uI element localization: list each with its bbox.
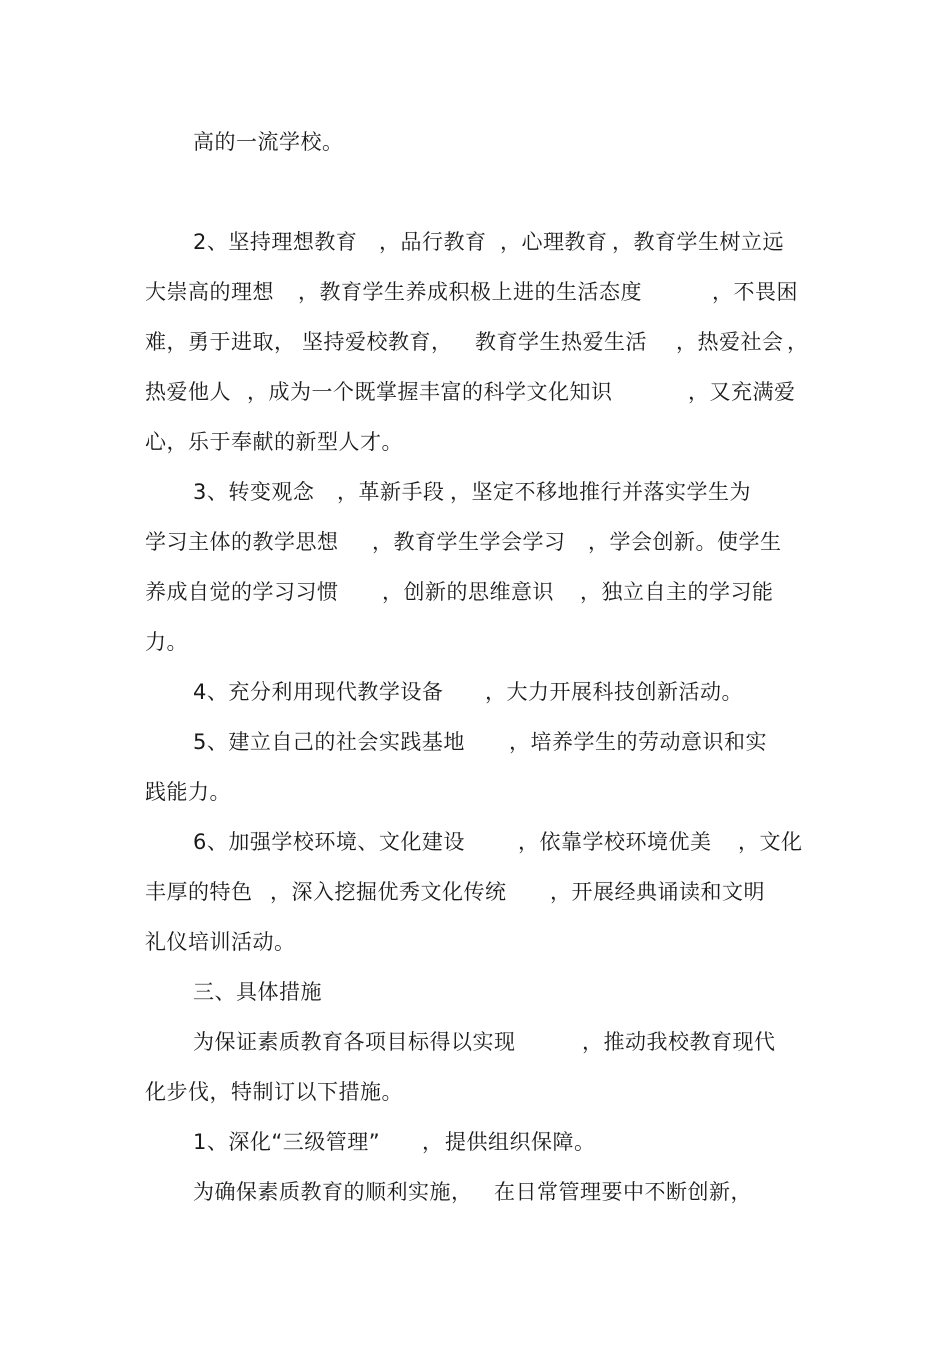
text-run: ，教育学生学会学习: [372, 530, 566, 554]
text-line: [0, 226, 950, 258]
text-run: 丰厚的特色: [145, 880, 253, 904]
text-line: [0, 826, 950, 858]
text-line: [0, 476, 950, 508]
text-run: 2、坚持理想教育: [193, 230, 358, 254]
text-line: [0, 626, 950, 658]
text-run: ，培养学生的劳动意识和实: [509, 730, 767, 754]
text-run: ，创新的思维意识: [382, 580, 554, 604]
text-line: [0, 376, 950, 408]
text-run: ，教育学生树立远: [612, 230, 784, 254]
text-run: 1、深化“三级管理”: [193, 1130, 381, 1154]
text-line: [0, 926, 950, 958]
text-line: [0, 876, 950, 908]
text-run: 在日常管理要中不断创新，: [494, 1180, 752, 1204]
section-heading: [0, 976, 950, 1008]
text-run: ，: [422, 1130, 444, 1154]
text-line: [0, 1026, 950, 1058]
text-line: [0, 526, 950, 558]
text-run: 化步伐，特制订以下措施。: [145, 1080, 403, 1104]
text-run: 践能力。: [145, 780, 231, 804]
text-run: 养成自觉的学习习惯: [145, 580, 339, 604]
text-line: [0, 326, 950, 358]
text-line: [0, 776, 950, 808]
text-run: 热爱他人: [145, 380, 231, 404]
text-run: ，文化: [738, 830, 803, 854]
text-line: [0, 1176, 950, 1208]
text-line: [0, 726, 950, 758]
text-run: ，品行教育: [379, 230, 487, 254]
text-run: 心，乐于奉献的新型人才。: [145, 430, 403, 454]
text-run: ，又充满爱: [688, 380, 796, 404]
text-run: 为确保素质教育的顺利实施，: [193, 1180, 473, 1204]
text-run: 礼仪培训活动。: [145, 930, 296, 954]
text-run: ，独立自主的学习能: [580, 580, 774, 604]
text-run: ，推动我校教育现代: [582, 1030, 776, 1054]
text-run: ，不畏困: [712, 280, 798, 304]
text-run: 3、转变观念: [193, 480, 315, 504]
text-run: ，教育学生养成积极上进的生活态度: [298, 280, 642, 304]
text-line: [0, 276, 950, 308]
text-run: ，大力开展科技创新活动。: [485, 680, 743, 704]
text-run: 4、充分利用现代教学设备: [193, 680, 444, 704]
text-run: 教育学生热爱生活: [475, 330, 647, 354]
text-run: 难，勇于进取，: [145, 330, 296, 354]
text-line: [0, 676, 950, 708]
text-line: [0, 1126, 950, 1158]
text-run: ，革新手段: [337, 480, 445, 504]
text-run: 坚持爱校教育，: [302, 330, 453, 354]
text-run: 三、具体措施: [193, 980, 322, 1004]
text-run: 学习主体的教学思想: [145, 530, 339, 554]
text-line: [0, 1076, 950, 1108]
text-run: ，深入挖掘优秀文化传统: [270, 880, 507, 904]
text-run: ，热爱社会: [676, 330, 784, 354]
text-run: 为保证素质教育各项目标得以实现: [193, 1030, 516, 1054]
text-run: 大崇高的理想: [145, 280, 274, 304]
text-run: ，: [787, 330, 809, 354]
text-run: ，坚定不移地推行并落实学生为: [450, 480, 751, 504]
text-run: ，成为一个既掌握丰富的科学文化知识: [247, 380, 613, 404]
text-run: 5、建立自己的社会实践基地: [193, 730, 465, 754]
text-line: [0, 426, 950, 458]
text-run: 高的一流学校。: [193, 130, 344, 154]
text-run: 力。: [145, 630, 188, 654]
text-run: 6、加强学校环境、文化建设: [193, 830, 465, 854]
text-run: ，依靠学校环境优美: [518, 830, 712, 854]
text-line: [0, 576, 950, 608]
text-run: ，心理教育: [500, 230, 608, 254]
text-run: 提供组织保障。: [445, 1130, 596, 1154]
text-run: ，学会创新。使学生: [588, 530, 782, 554]
text-line: [0, 126, 950, 158]
text-run: ，开展经典诵读和文明: [550, 880, 765, 904]
